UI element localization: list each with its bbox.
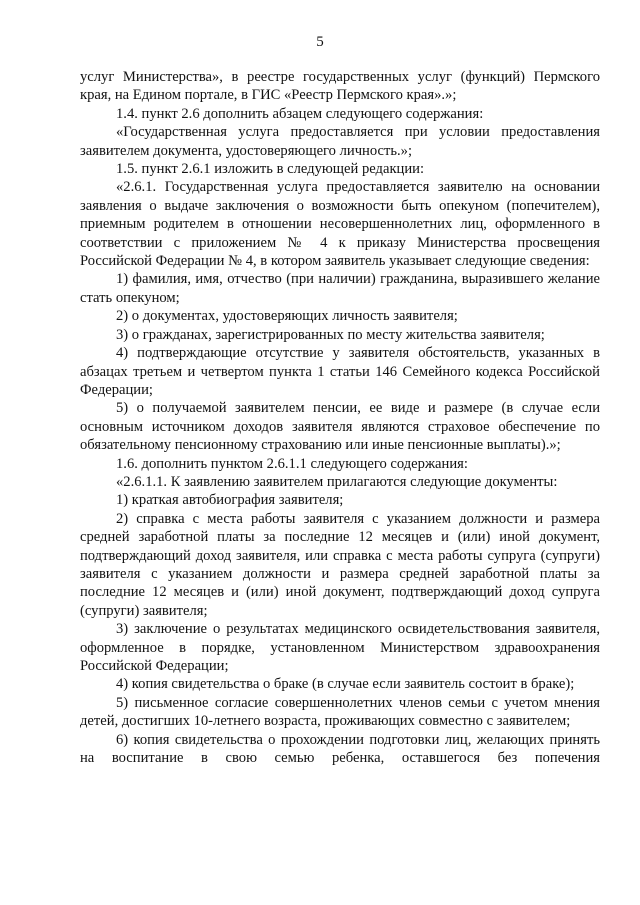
document-list-item-5: 5) письменное согласие совершеннолетних членов семьи с учетом мнения детей, достигших 10-летнего возраста, проживающих совместно с заявителем; — [80, 694, 600, 730]
list-item-2: 2) о документах, удостоверяющих личность заявителя; — [116, 308, 458, 325]
document-list-item-4: 4) копия свидетельства о браке (в случае если заявитель состоит в браке); — [116, 676, 575, 693]
paragraph-continuation: услуг Министерства», в реестре государственных услуг (функций) Пермского края, на Едином портале, в ГИС «Реестр Пермского края».»; — [80, 69, 600, 104]
document-list-item-2: 2) справка с места работы заявителя с указанием должности и размера средней заработной платы за последние 12 месяцев и (или) иной документ, подтверждающий доход заявителя, или справка с места работы супруга (супруги) заявителя с указанием должности и размера средней заработной платы за последние 12 месяцев и (или) иной документ, подтверждающий доход супруга (супруги) заявителя; — [80, 510, 600, 619]
paragraph-quote-2-6-1-1: «2.6.1.1. К заявлению заявителем прилагаются следующие документы: — [116, 473, 558, 490]
document-list-item-1: 1) краткая автобиография заявителя; — [116, 492, 344, 509]
list-item-5: 5) о получаемой заявителем пенсии, ее виде и размере (в случае если основным источником доходов заявителя являются страховое обеспечение по обязательному пенсионному страхованию или иные пенсионные выплаты).»; — [80, 400, 600, 454]
document-body — [80, 68, 600, 767]
paragraph-quote-2-6-1: «2.6.1. Государственная услуга предоставляется заявителю на основании заявления о выдаче заключения о возможности быть опекуном (попечителем), приемным родителем в отношении несовершеннолетних лиц, оформленного в соответствии с приложением № 4 к приказу Министерства просвещения Российской Федерации № 4, в котором заявитель указывает следующие сведения: — [80, 179, 600, 270]
list-item-1: 1) фамилия, имя, отчество (при наличии) гражданина, выразившего желание стать опекуном; — [80, 271, 600, 306]
document-list-item-3: 3) заключение о результатах медицинского освидетельствования заявителя, оформленное в порядке, установленном Министерством здравоохранения Российской Федерации; — [80, 621, 600, 674]
list-item-4: 4) подтверждающие отсутствие у заявителя обстоятельств, указанных в абзацах третьем и четвертом пункта 1 статьи 146 Семейного кодекса Российской Федерации; — [80, 345, 600, 398]
paragraph-item-1-5: 1.5. пункт 2.6.1 изложить в следующей редакции: — [116, 161, 425, 178]
document-list-item-6: 6) копия свидетельства о прохождении подготовки лиц, желающих принять на воспитание в свою семью ребенка, оставшегося без попечения — [80, 731, 600, 767]
paragraph-item-1-4: 1.4. пункт 2.6 дополнить абзацем следующего содержания: — [116, 105, 484, 122]
page-number: 5 — [316, 34, 324, 50]
paragraph-item-1-6: 1.6. дополнить пунктом 2.6.1.1 следующего содержания: — [116, 455, 468, 472]
paragraph-quote-2-6: «Государственная услуга предоставляется при условии предоставления заявителем документа, удостоверяющего личность.»; — [80, 124, 600, 159]
list-item-3: 3) о гражданах, зарегистрированных по месту жительства заявителя; — [116, 326, 545, 343]
